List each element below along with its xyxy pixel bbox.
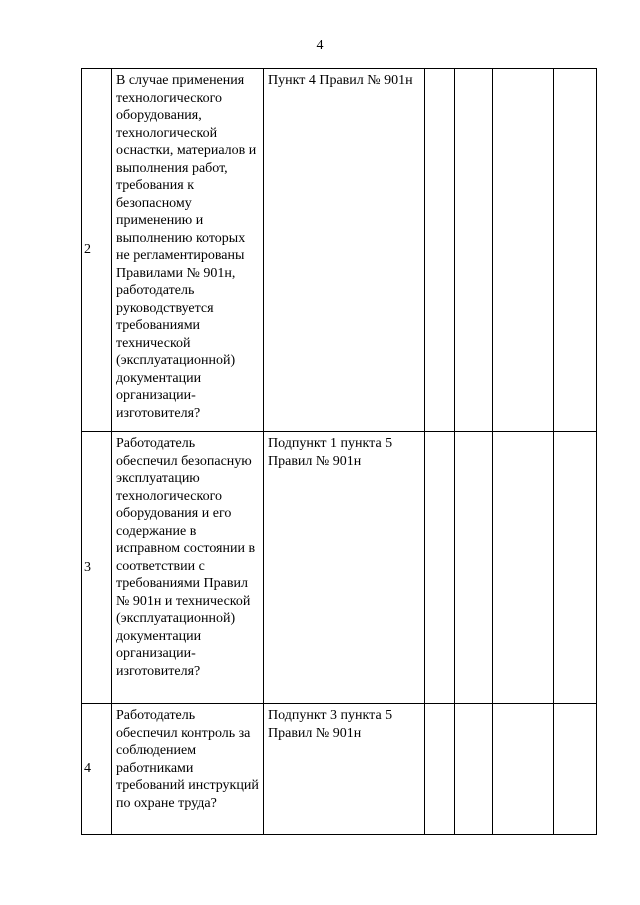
answer-yes-cell [425,432,455,704]
answer-not-applicable-cell [493,432,554,704]
legal-reference: Подпункт 1 пункта 5 Правил № 901н [264,432,425,704]
checklist-table [81,68,597,835]
notes-cell [554,432,597,704]
row-number: 2 [82,69,112,432]
answer-no-cell [455,704,493,835]
legal-reference: Пункт 4 Правил № 901н [264,69,425,432]
answer-yes-cell [425,69,455,432]
answer-no-cell [455,69,493,432]
requirement-question: Работодатель обеспечил безопасную эксплуатацию технологического оборудования и его содержание в исправном состоянии в соответствии с требованиями Правил № 901н и технической (эксплуатационной) документации организации-изготовителя? [112,432,264,704]
notes-cell [554,69,597,432]
table-row [82,432,597,704]
page-number: 4 [316,38,324,53]
row-number: 4 [82,704,112,835]
requirement-question: Работодатель обеспечил контроль за соблюдением работниками требований инструкций по охране труда? [112,704,264,835]
row-number: 3 [82,432,112,704]
legal-reference: Подпункт 3 пункта 5 Правил № 901н [264,704,425,835]
requirement-question: В случае применения технологического оборудования, технологической оснастки, материалов и выполнения работ, требования к безопасному применению и выполнению которых не регламентированы Правилами № 901н, работодатель руководствуется требованиями технической (эксплуатационной) документации организации-изготовителя? [112,69,264,432]
notes-cell [554,704,597,835]
table-row [82,704,597,835]
answer-no-cell [455,432,493,704]
table-row [82,69,597,432]
answer-not-applicable-cell [493,69,554,432]
answer-yes-cell [425,704,455,835]
answer-not-applicable-cell [493,704,554,835]
